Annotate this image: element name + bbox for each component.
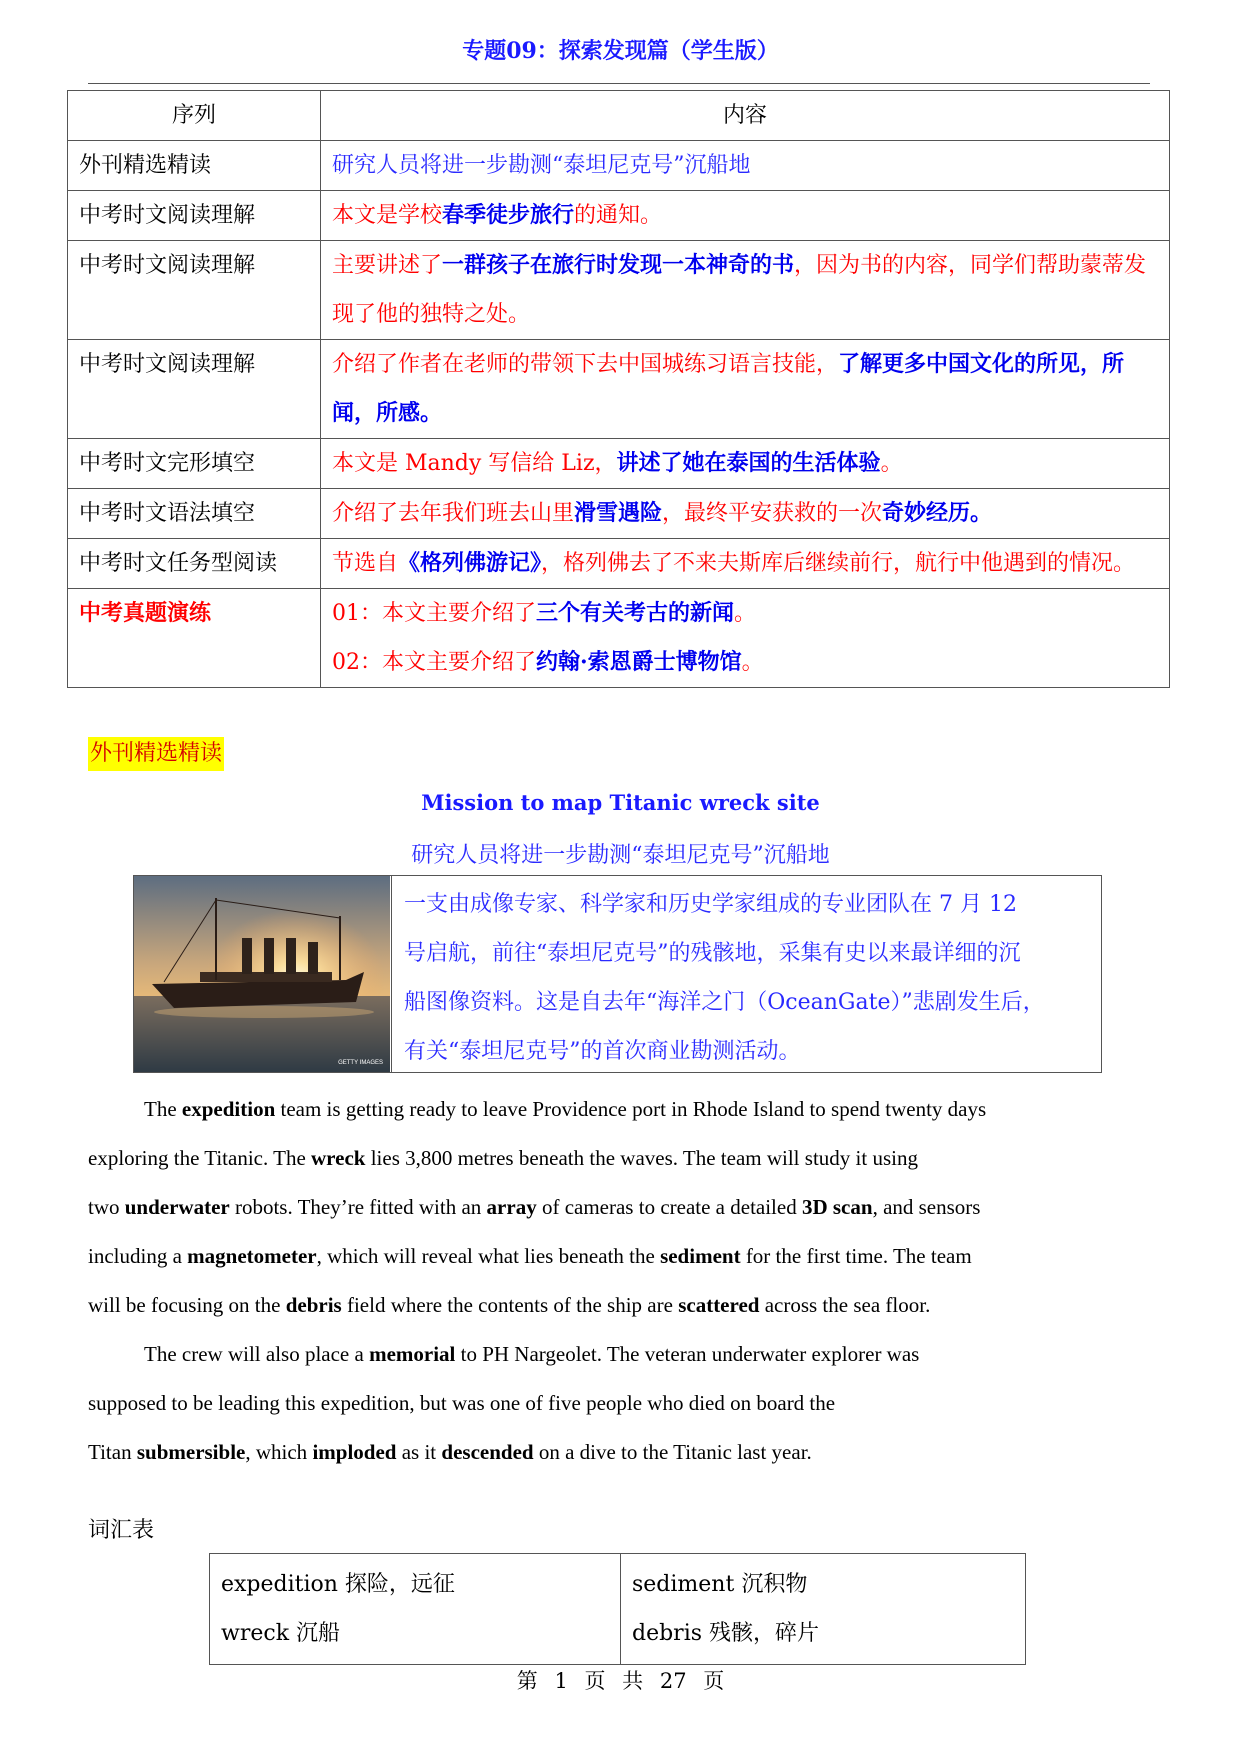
index-category: 中考时文阅读理解: [68, 191, 321, 241]
vocab-keyword: 3D scan: [801, 1195, 873, 1219]
article-paragraph-2: [88, 1330, 1150, 1477]
description-segment: 春季徒步旅行: [442, 202, 575, 228]
text-run: of cameras to create a detailed: [536, 1195, 802, 1219]
description-segment: 节选自: [332, 551, 399, 576]
index-category: 中考时文阅读理解: [68, 241, 321, 340]
paragraph-line: [88, 1085, 1150, 1134]
text-run: for the first time. The team: [740, 1244, 972, 1268]
description-segment: ，因为书的内容，同学们帮助蒙蒂发现了他的独特之处。: [332, 253, 1147, 327]
description-segment: 介绍了作者在老师的带领下去中国城练习语言技能，: [332, 352, 839, 377]
description-segment: 。: [880, 451, 903, 476]
intro-line: 号启航，前往“泰坦尼克号”的残骸地，采集有史以来最详细的沉: [404, 941, 1021, 966]
index-header-row: [68, 91, 1170, 141]
vocab-keyword: sediment: [660, 1244, 741, 1268]
text-run: as it: [396, 1440, 442, 1464]
text-run: supposed to be leading this expedition, but was one of five people who died on board the: [88, 1391, 836, 1415]
index-row: [68, 141, 1170, 191]
paragraph-line: [88, 1232, 1150, 1281]
vocab-keyword: magnetometer: [187, 1244, 317, 1268]
column-header-content: 内容: [321, 91, 1170, 141]
titanic-image: [134, 876, 392, 1072]
text-run: will be focusing on the: [88, 1293, 286, 1317]
vocab-entry: wreck 沉船: [221, 1621, 341, 1646]
index-description: [321, 489, 1170, 539]
page-footer: 第 1 页 共 27 页: [516, 1669, 725, 1693]
description-segment: 奇妙经历。: [882, 500, 993, 526]
description-segment: 《格列佛游记》: [398, 550, 542, 576]
index-row: [68, 241, 1170, 340]
image-credit: GETTY IMAGES: [338, 1060, 383, 1066]
text-run: across the sea floor.: [759, 1293, 931, 1317]
description-segment: 。: [734, 601, 757, 626]
index-description: [321, 241, 1170, 340]
vocab-keyword: expedition: [181, 1097, 276, 1121]
vocab-entry: expedition 探险，远征: [221, 1572, 455, 1597]
description-segment: 滑雪遇险: [574, 500, 663, 526]
paragraph-line: [88, 1183, 1150, 1232]
text-run: exploring the Titanic. The: [88, 1146, 312, 1170]
index-description: [321, 141, 1170, 191]
description-segment: 讲述了她在泰国的生活体验: [616, 450, 881, 476]
article-subtitle: 研究人员将进一步勘测“泰坦尼克号”沉船地: [411, 843, 830, 868]
description-segment: 约翰·索恩爵士博物馆: [536, 649, 742, 675]
description-segment: 01：本文主要介绍了: [332, 601, 536, 626]
description-segment: 本文是 Mandy 写信给 Liz，: [332, 451, 617, 476]
vocab-entry: sediment 沉积物: [632, 1572, 808, 1597]
vocab-keyword: submersible: [136, 1440, 246, 1464]
description-segment: 。: [741, 650, 764, 675]
vocab-keyword: scattered: [678, 1293, 760, 1317]
text-run: lies 3,800 metres beneath the waves. The team will study it using: [365, 1146, 918, 1170]
intro-line: 船图像资料。这是自去年“海洋之门（OceanGate）”悲剧发生后，: [404, 990, 1045, 1015]
topic-index-table: [67, 90, 1170, 688]
index-row: [68, 539, 1170, 589]
vocab-table: [209, 1553, 1026, 1665]
article-paragraph-1: [88, 1085, 1150, 1330]
column-header-sequence: 序列: [68, 91, 321, 141]
index-category: 外刊精选精读: [68, 141, 321, 191]
intro-line: 一支由成像专家、科学家和历史学家组成的专业团队在 7 月 12: [404, 892, 1017, 917]
intro-line: 有关“泰坦尼克号”的首次商业勘测活动。: [404, 1039, 801, 1064]
paragraph-line: [88, 1379, 1150, 1428]
description-segment: 的通知。: [574, 203, 663, 228]
index-description: [321, 589, 1170, 688]
vocab-cell-left: [210, 1554, 621, 1665]
index-description: [321, 539, 1170, 589]
title-divider: [88, 83, 1150, 84]
document-title: 专题09：探索发现篇（学生版）: [462, 38, 779, 64]
section-label: 外刊精选精读: [88, 737, 224, 771]
index-row: [68, 589, 1170, 688]
text-run: , which: [245, 1440, 313, 1464]
paragraph-line: [88, 1134, 1150, 1183]
article-title: Mission to map Titanic wreck site: [421, 790, 820, 815]
text-run: The crew will also place a: [144, 1342, 370, 1366]
description-segment: 介绍了去年我们班去山里: [332, 501, 575, 526]
vocab-keyword: underwater: [124, 1195, 230, 1219]
index-category: 中考时文阅读理解: [68, 340, 321, 439]
paragraph-line: [88, 1281, 1150, 1330]
index-description: [321, 340, 1170, 439]
vocab-keyword: debris: [285, 1293, 342, 1317]
index-category: 中考时文语法填空: [68, 489, 321, 539]
intro-box: [133, 875, 1102, 1073]
text-run: team is getting ready to leave Providence port in Rhode Island to spend twenty days: [275, 1097, 987, 1121]
text-run: to PH Nargeolet. The veteran underwater explorer was: [455, 1342, 920, 1366]
vocab-entry: debris 残骸，碎片: [632, 1621, 820, 1646]
description-segment: 了解更多中国文化的所见，所闻，所感。: [332, 351, 1125, 426]
index-description: [321, 439, 1170, 489]
titanic-ship-illustration: [134, 876, 390, 1072]
index-row: [68, 489, 1170, 539]
index-row: [68, 191, 1170, 241]
description-segment: 三个有关考古的新闻: [536, 600, 735, 626]
vocab-row: [210, 1554, 1026, 1665]
text-run: robots. They’re fitted with an: [229, 1195, 487, 1219]
description-segment: ，格列佛去了不来夫斯库后继续前行，航行中他遇到的情况。: [541, 551, 1136, 576]
index-category: 中考真题演练: [68, 589, 321, 688]
text-run: , and sensors: [872, 1195, 981, 1219]
description-segment: 本文是学校: [332, 203, 443, 228]
description-segment: 主要讲述了: [332, 253, 443, 278]
index-category: 中考时文完形填空: [68, 439, 321, 489]
vocab-keyword: array: [486, 1195, 537, 1219]
index-category: 中考时文任务型阅读: [68, 539, 321, 589]
index-table-body: [68, 141, 1170, 688]
paragraph-line: [88, 1428, 1150, 1477]
description-line: [332, 589, 1158, 638]
vocab-heading: 词汇表: [88, 1518, 155, 1543]
index-row: [68, 340, 1170, 439]
text-run: , which will reveal what lies beneath the: [316, 1244, 661, 1268]
text-run: on a dive to the Titanic last year.: [533, 1440, 812, 1464]
vocab-keyword: imploded: [312, 1440, 397, 1464]
vocab-keyword: descended: [441, 1440, 534, 1464]
vocab-keyword: wreck: [311, 1146, 366, 1170]
description-segment: 02：本文主要介绍了: [332, 650, 536, 675]
vocab-cell-right: [621, 1554, 1026, 1665]
description-segment: ，最终平安获救的一次: [662, 501, 883, 526]
description-line: [332, 638, 1158, 687]
index-row: [68, 439, 1170, 489]
index-description: [321, 191, 1170, 241]
description-segment: 一群孩子在旅行时发现一本神奇的书: [442, 252, 795, 278]
intro-text: [404, 880, 1094, 1076]
text-run: two: [88, 1195, 125, 1219]
description-segment: 研究人员将进一步勘测“泰坦尼克号”沉船地: [332, 153, 751, 178]
text-run: The: [144, 1097, 182, 1121]
paragraph-line: [88, 1330, 1150, 1379]
text-run: including a: [88, 1244, 188, 1268]
text-run: field where the contents of the ship are: [341, 1293, 679, 1317]
text-run: Titan: [88, 1440, 137, 1464]
vocab-keyword: memorial: [369, 1342, 456, 1366]
